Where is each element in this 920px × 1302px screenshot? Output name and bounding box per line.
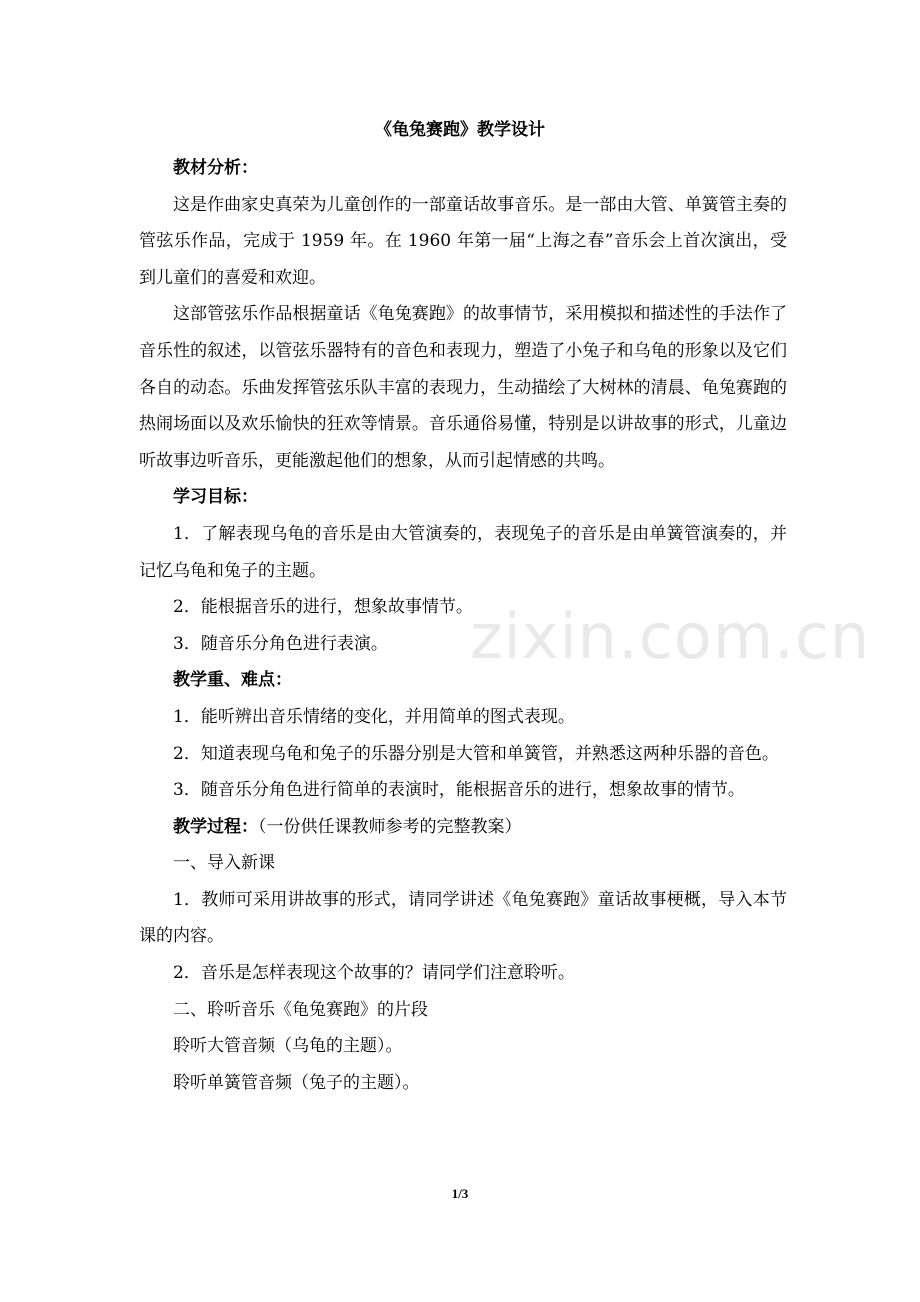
section-heading-teaching-process [139, 809, 787, 846]
section-heading-learning-goals: 学习目标： [173, 487, 258, 508]
list-item: 1．教师可采用讲故事的形式，请同学讲述《龟兔赛跑》童话故事梗概，导入本节课的内容。 [139, 889, 787, 947]
paragraph: 这部管弦乐作品根据童话《龟兔赛跑》的故事情节，采用模拟和描述性的手法作了音乐性的叙述，以管弦乐器特有的音色和表现力，塑造了小兔子和乌龟的形象以及它们各自的动态。乐曲发挥管弦乐队丰富的表现力，生动描绘了大树林的清晨、龟兔赛跑的热闹场面以及欢乐愉快的狂欢等情景。音乐通俗易懂，特别是以讲故事的形式，儿童边听故事边听音乐，更能激起他们的想象，从而引起情感的共鸣。 [139, 304, 787, 471]
page-number: 1/3 [451, 1186, 469, 1201]
paragraph: 二、聆听音乐《龟兔赛跑》的片段 [173, 999, 428, 1020]
list-item: 2．知道表现乌龟和兔子的乐器分别是大管和单簧管，并熟悉这两种乐器的音色。 [173, 743, 779, 764]
paragraph: 这是作曲家史真荣为儿童创作的一部童话故事音乐。是一部由大管、单簧管主奏的管弦乐作品，完成于 1959 年。在 1960 年第一届“上海之春”音乐会上首次演出，受到儿童们的喜爱和欢迎。 [139, 194, 787, 288]
list-item: 1．了解表现乌龟的音乐是由大管演奏的，表现兔子的音乐是由单簧管演奏的，并记忆乌龟和兔子的主题。 [139, 523, 787, 581]
list-item: 1．能听辨出音乐情绪的变化，并用简单的图式表现。 [173, 706, 575, 727]
watermark: zixin.com.cn [470, 600, 871, 673]
heading-text: 教学过程： [173, 816, 258, 837]
list-item: 3．随音乐分角色进行简单的表演时，能根据音乐的进行，想象故事的情节。 [173, 780, 745, 801]
document-title: 《龟兔赛跑》教学设计 [375, 120, 545, 140]
paragraph: 一、导入新课 [173, 853, 275, 874]
section-heading-material-analysis: 教材分析： [173, 158, 258, 178]
paragraph: 聆听单簧管音频（兔子的主题）。 [173, 1072, 420, 1093]
list-item: 2．能根据音乐的进行，想象故事情节。 [173, 597, 473, 618]
heading-note: （一份供任课教师参考的完整教案） [258, 816, 522, 837]
section-heading-key-points: 教学重、难点： [173, 670, 292, 691]
paragraph: 聆听大管音频（乌龟的主题）。 [173, 1036, 403, 1057]
list-item: 3．随音乐分角色进行表演。 [173, 633, 388, 654]
list-item: 2．音乐是怎样表现这个故事的？请同学们注意聆听。 [173, 963, 575, 984]
document-body [139, 150, 787, 1101]
